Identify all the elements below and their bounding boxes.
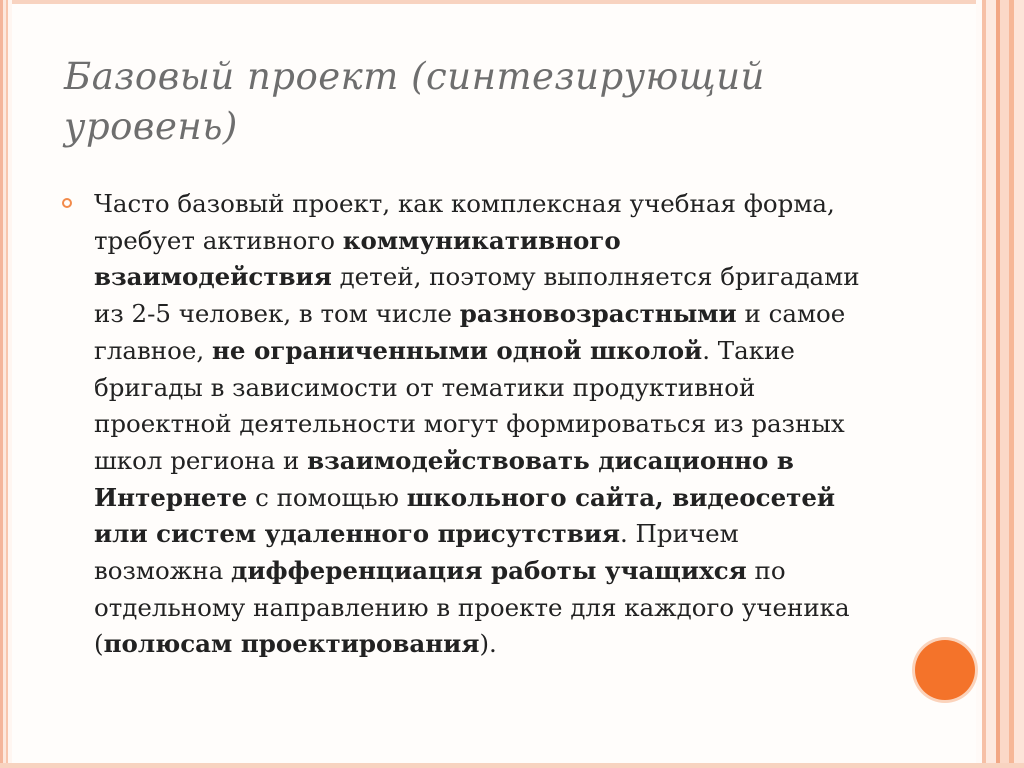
bold-phrase: взаимодействовать дисационно в Интернете: [94, 445, 794, 512]
bottom-border: [0, 763, 1024, 768]
bullet-ring-icon: [62, 198, 72, 208]
bold-phrase: дифференциация работы учащихся: [230, 556, 747, 586]
text-segment: и самое главное,: [94, 299, 846, 365]
text-segment: . Причем возможна: [94, 519, 739, 586]
bold-phrase: полюсам проектирования: [103, 629, 480, 659]
text-segment: с помощью: [247, 482, 407, 512]
text-segment: ).: [479, 629, 497, 659]
right-decorative-stripes: [976, 0, 1024, 768]
text-segment: детей, поэтому выполняется бригадами из 2-5 человек, в том числе: [94, 262, 860, 329]
bold-phrase: разновозрастными: [459, 299, 737, 329]
top-border: [0, 0, 1024, 4]
bold-phrase: не ограниченными одной школой: [211, 335, 703, 365]
orange-circle-decoration: [915, 640, 975, 700]
text-segment: по отдельному направлению в проекте для каждого ученика (: [94, 556, 850, 659]
left-border: [0, 0, 12, 768]
text-segment: . Такие бригады в зависимости от тематики продуктивной проектной деятельности могут формироваться из разных школ региона и: [94, 335, 845, 475]
bold-phrase: коммуникативного взаимодействия: [94, 225, 621, 292]
bold-phrase: школьного сайта, видеосетей или систем удаленного присутствия: [94, 482, 836, 549]
text-segment: Часто базовый проект, как комплексная учебная форма, требует активного: [94, 189, 835, 255]
bullet-item: [62, 186, 862, 663]
slide-title: Базовый проект (синтезирующий уровень): [64, 55, 765, 148]
bullet-text: [62, 186, 862, 663]
